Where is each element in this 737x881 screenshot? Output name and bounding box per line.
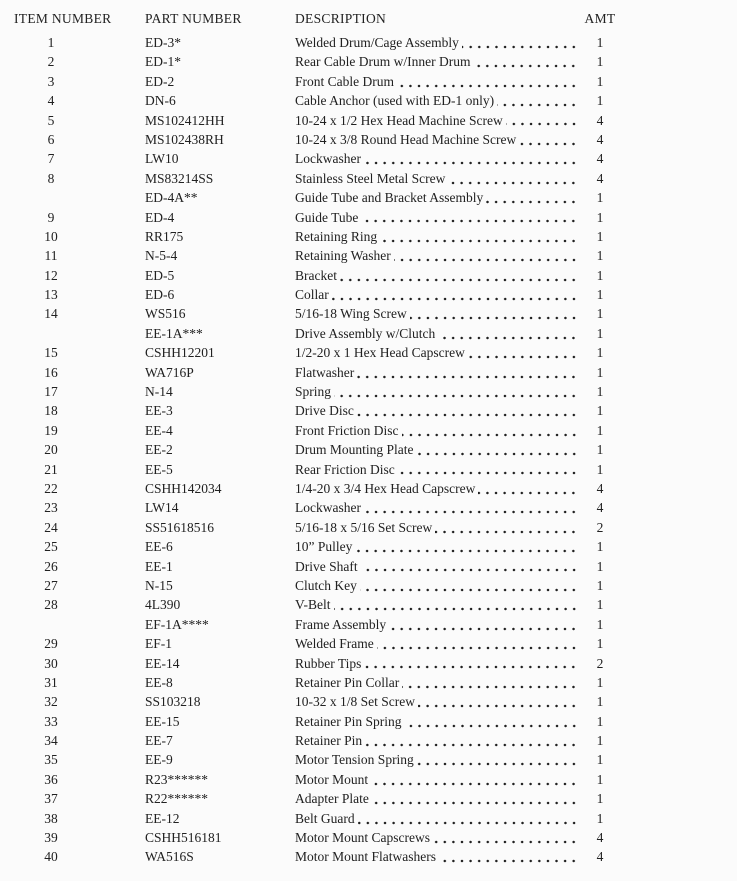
amount: 1: [596, 364, 604, 380]
item-number: 23: [44, 500, 58, 516]
item-number: 30: [44, 655, 58, 671]
amount: 1: [596, 325, 604, 341]
amount: 1: [596, 636, 604, 652]
dot-leader: [365, 731, 580, 750]
dot-leader: [519, 130, 580, 149]
table-row: [14, 460, 737, 479]
dot-leader: [462, 33, 580, 52]
table-row: [14, 72, 737, 91]
table-row: [14, 615, 737, 634]
part-number: EF-1A****: [145, 616, 209, 632]
amount: 1: [596, 810, 604, 826]
description: Clutch Key: [295, 577, 357, 593]
amount: 4: [596, 500, 604, 516]
part-number: EE-9: [145, 752, 173, 768]
part-number: MS83214SS: [145, 170, 214, 186]
amount: 1: [596, 539, 604, 555]
description: Drive Disc: [295, 403, 354, 419]
dot-leader: [340, 266, 580, 285]
table-row: [14, 847, 737, 866]
description: 10” Pulley: [295, 539, 353, 555]
part-number: EE-7: [145, 733, 173, 749]
table-row: [14, 285, 737, 304]
item-number: 36: [44, 771, 58, 787]
part-number: SS51618516: [145, 519, 215, 535]
part-number: WA516S: [145, 849, 194, 865]
part-number: ED-6: [145, 287, 175, 303]
part-number: WA716P: [145, 364, 194, 380]
dot-leader: [358, 809, 580, 828]
description: Drum Mounting Plate: [295, 442, 414, 458]
table-row: [14, 498, 737, 517]
table-row: [14, 692, 737, 711]
dot-leader: [364, 149, 580, 168]
dot-leader: [506, 111, 580, 130]
amount: 1: [596, 403, 604, 419]
item-number: 12: [44, 267, 58, 283]
amount: 1: [596, 752, 604, 768]
item-number: 34: [44, 733, 58, 749]
table-row: [14, 149, 737, 168]
amount: 4: [596, 480, 604, 496]
dot-leader: [402, 673, 580, 692]
description: Belt Guard: [295, 810, 355, 826]
dot-leader: [417, 440, 581, 459]
description: Retainer Pin Collar: [295, 674, 400, 690]
description: Welded Frame: [295, 636, 374, 652]
dot-leader: [398, 460, 580, 479]
part-number: EE-2: [145, 442, 173, 458]
description: Retaining Ring: [295, 228, 378, 244]
description: Front Friction Disc: [295, 422, 399, 438]
description: 1/4-20 x 3/4 Hex Head Capscrew: [295, 480, 476, 496]
dot-leader: [364, 654, 580, 673]
item-number: 8: [47, 170, 55, 186]
table-row: [14, 731, 737, 750]
table-row: [14, 227, 737, 246]
amount: 1: [596, 228, 604, 244]
part-number: ED-5: [145, 267, 175, 283]
amount: 1: [596, 674, 604, 690]
description: Stainless Steel Metal Screw: [295, 170, 446, 186]
part-number: EE-14: [145, 655, 180, 671]
item-number: 18: [44, 403, 58, 419]
table-header: [14, 8, 737, 30]
table-row: [14, 91, 737, 110]
part-number: EE-5: [145, 461, 173, 477]
part-number: SS103218: [145, 694, 201, 710]
part-number: EE-15: [145, 713, 180, 729]
table-row: [14, 828, 737, 847]
dot-leader: [394, 246, 580, 265]
description: V-Belt: [295, 597, 331, 613]
description: Retainer Pin Spring: [295, 713, 402, 729]
item-number: 33: [44, 713, 58, 729]
description: Spring: [295, 384, 332, 400]
amount: 1: [596, 713, 604, 729]
amount: 1: [596, 694, 604, 710]
column-header-part-number: PART NUMBER: [145, 11, 242, 26]
item-number: 39: [44, 830, 58, 846]
part-number: WS516: [145, 306, 186, 322]
part-number: N-5-4: [145, 248, 178, 264]
description: Retaining Washer: [295, 248, 391, 264]
item-number: 35: [44, 752, 58, 768]
part-number: CSHH142034: [145, 480, 222, 496]
description: Rubber Tips: [295, 655, 362, 671]
table-row: [14, 401, 737, 420]
description: Drive Shaft: [295, 558, 358, 574]
description: Rear Cable Drum w/Inner Drum: [295, 54, 471, 70]
item-number: 1: [47, 35, 55, 50]
part-number: ED-3*: [145, 35, 181, 50]
description: 5/16-18 Wing Screw: [295, 306, 407, 322]
item-number: 20: [44, 442, 58, 458]
part-number: ED-4: [145, 209, 175, 225]
table-row: [14, 712, 737, 731]
item-number: 24: [44, 519, 58, 535]
part-number: MS102412HH: [145, 112, 225, 128]
part-number: 4L390: [145, 597, 181, 613]
item-number: 27: [44, 577, 58, 593]
amount: 1: [596, 93, 604, 109]
table-row: [14, 576, 737, 595]
description: Drive Assembly w/Clutch: [295, 325, 436, 341]
table-row: [14, 537, 737, 556]
amount: 1: [596, 35, 604, 50]
dot-leader: [389, 615, 580, 634]
dot-leader: [361, 208, 580, 227]
table-row: [14, 750, 737, 769]
description: Lockwasher: [295, 500, 361, 516]
dot-leader: [473, 52, 580, 71]
table-row: [14, 557, 737, 576]
item-number: 32: [44, 694, 58, 710]
item-number: 3: [47, 73, 55, 89]
table-row: [14, 208, 737, 227]
description: Rear Friction Disc: [295, 461, 395, 477]
amount: 1: [596, 267, 604, 283]
description: Flatwasher: [295, 364, 355, 380]
part-number: R22******: [145, 791, 209, 807]
item-number: 26: [44, 558, 58, 574]
amount: 1: [596, 73, 604, 89]
part-number: ED-4A**: [145, 190, 198, 206]
table-body: [14, 33, 737, 867]
item-number: 28: [44, 597, 58, 613]
item-number: 2: [47, 54, 55, 70]
table-row: [14, 809, 737, 828]
description: Front Cable Drum: [295, 73, 394, 89]
part-number: LW10: [145, 151, 179, 167]
amount: 1: [596, 248, 604, 264]
item-number: 40: [44, 849, 58, 865]
dot-leader: [357, 401, 580, 420]
part-number: N-15: [145, 577, 173, 593]
amount: 1: [596, 771, 604, 787]
dot-leader: [418, 692, 580, 711]
table-row: [14, 324, 737, 343]
dot-leader: [435, 518, 580, 537]
item-number: 25: [44, 539, 58, 555]
part-number: RR175: [145, 228, 184, 244]
table-row: [14, 673, 737, 692]
dot-leader: [360, 576, 580, 595]
amount: 1: [596, 190, 604, 206]
amount: 4: [596, 151, 604, 167]
part-number: CSHH516181: [145, 830, 222, 846]
table-row: [14, 52, 737, 71]
part-number: EE-1A***: [145, 325, 203, 341]
dot-leader: [405, 712, 581, 731]
description: 10-24 x 1/2 Hex Head Machine Screw: [295, 112, 503, 128]
dot-leader: [402, 421, 581, 440]
dot-leader: [372, 789, 580, 808]
table-row: [14, 33, 737, 52]
part-number: ED-1*: [145, 54, 181, 70]
amount: 4: [596, 849, 604, 865]
table-row: [14, 188, 737, 207]
item-number: 19: [44, 422, 58, 438]
description: Bracket: [295, 267, 337, 283]
item-number: 21: [44, 461, 58, 477]
table-row: [14, 654, 737, 673]
table-row: [14, 382, 737, 401]
description: Motor Mount Capscrews: [295, 830, 430, 846]
description: 5/16-18 x 5/16 Set Screw: [295, 519, 433, 535]
dot-leader: [377, 634, 580, 653]
table-row: [14, 246, 737, 265]
dot-leader: [410, 304, 580, 323]
dot-leader: [468, 343, 580, 362]
part-number: DN-6: [145, 93, 176, 109]
description: Frame Assembly: [295, 616, 387, 632]
amount: 1: [596, 558, 604, 574]
description: Guide Tube and Bracket Assembly: [295, 190, 484, 206]
dot-leader: [371, 770, 580, 789]
amount: 1: [596, 442, 604, 458]
table-row: [14, 130, 737, 149]
part-number: LW14: [145, 500, 179, 516]
amount: 4: [596, 170, 604, 186]
table-row: [14, 440, 737, 459]
part-number: N-14: [145, 384, 173, 400]
item-number: 5: [47, 112, 55, 128]
table-row: [14, 421, 737, 440]
item-number: 14: [44, 306, 58, 322]
column-header-description: DESCRIPTION: [295, 11, 387, 26]
part-number: EE-4: [145, 422, 173, 438]
description: Retainer Pin: [295, 733, 363, 749]
table-row: [14, 479, 737, 498]
dot-leader: [334, 595, 580, 614]
item-number: 9: [47, 209, 55, 225]
dot-leader: [355, 537, 580, 556]
amount: 4: [596, 112, 604, 128]
part-number: EE-3: [145, 403, 173, 419]
table-row: [14, 343, 737, 362]
item-number: 17: [44, 384, 58, 400]
part-number: EE-6: [145, 539, 173, 555]
part-number: EE-8: [145, 674, 173, 690]
amount: 1: [596, 597, 604, 613]
dot-leader: [417, 750, 580, 769]
item-number: 16: [44, 364, 58, 380]
amount: 1: [596, 287, 604, 303]
amount: 1: [596, 54, 604, 70]
description: Adapter Plate: [295, 791, 369, 807]
item-number: 7: [47, 151, 55, 167]
amount: 1: [596, 616, 604, 632]
description: Welded Drum/Cage Assembly: [295, 35, 459, 50]
dot-leader: [433, 828, 580, 847]
amount: 1: [596, 733, 604, 749]
item-number: 37: [44, 791, 58, 807]
table-row: [14, 363, 737, 382]
amount: 1: [596, 422, 604, 438]
description: 10-32 x 1/8 Set Screw: [295, 694, 415, 710]
description: 1/2-20 x 1 Hex Head Capscrew: [295, 345, 465, 361]
column-header-item-number: ITEM NUMBER: [14, 11, 112, 26]
description: Collar: [295, 287, 329, 303]
dot-leader: [364, 498, 580, 517]
item-number: 22: [44, 480, 58, 496]
description: Motor Tension Spring: [295, 752, 414, 768]
dot-leader: [334, 382, 580, 401]
dot-leader: [361, 557, 580, 576]
description: 10-24 x 3/8 Round Head Machine Screw: [295, 131, 517, 147]
part-number: R23******: [145, 771, 209, 787]
dot-leader: [438, 324, 580, 343]
table-row: [14, 595, 737, 614]
amount: 4: [596, 830, 604, 846]
item-number: 29: [44, 636, 58, 652]
dot-leader: [478, 479, 580, 498]
part-number: EE-12: [145, 810, 180, 826]
part-number: EE-1: [145, 558, 173, 574]
dot-leader: [332, 285, 580, 304]
item-number: 6: [47, 131, 55, 147]
amount: 1: [596, 791, 604, 807]
part-number: EF-1: [145, 636, 172, 652]
part-number: CSHH12201: [145, 345, 215, 361]
part-number: ED-2: [145, 73, 175, 89]
description: Motor Mount Flatwashers: [295, 849, 436, 865]
dot-leader: [380, 227, 580, 246]
amount: 4: [596, 131, 604, 147]
item-number: 11: [44, 248, 58, 264]
item-number: 10: [44, 228, 58, 244]
column-header-amt: AMT: [584, 11, 616, 26]
item-number: 31: [44, 674, 58, 690]
amount: 1: [596, 577, 604, 593]
item-number: 4: [47, 93, 55, 109]
table-row: [14, 770, 737, 789]
table-row: [14, 634, 737, 653]
amount: 1: [596, 345, 604, 361]
part-number: MS102438RH: [145, 131, 224, 147]
description: Motor Mount: [295, 771, 369, 787]
dot-leader: [357, 363, 580, 382]
amount: 2: [596, 519, 604, 535]
table-row: [14, 789, 737, 808]
dot-leader: [439, 847, 580, 866]
item-number: 38: [44, 810, 58, 826]
dot-leader: [497, 91, 580, 110]
description: Guide Tube: [295, 209, 359, 225]
item-number: 13: [44, 287, 58, 303]
amount: 2: [596, 655, 604, 671]
dot-leader: [397, 72, 580, 91]
amount: 1: [596, 384, 604, 400]
dot-leader: [448, 169, 580, 188]
item-number: 15: [44, 345, 58, 361]
dot-leader: [486, 188, 580, 207]
table-row: [14, 169, 737, 188]
table-row: [14, 518, 737, 537]
amount: 1: [596, 209, 604, 225]
description: Lockwasher: [295, 151, 361, 167]
amount: 1: [596, 306, 604, 322]
table-row: [14, 111, 737, 130]
description: Cable Anchor (used with ED-1 only): [295, 93, 495, 109]
table-row: [14, 304, 737, 323]
amount: 1: [596, 461, 604, 477]
table-row: [14, 266, 737, 285]
